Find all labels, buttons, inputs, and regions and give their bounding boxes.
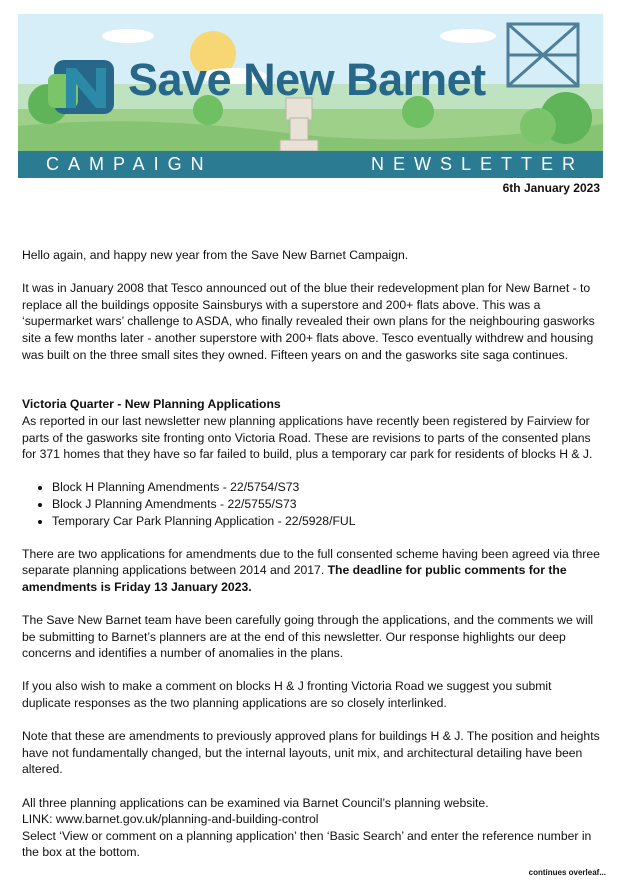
instructions-text: Select ‘View or comment on a planning application’ then ‘Basic Search’ and enter the reference number in the box at the bottom. bbox=[22, 828, 592, 860]
comment-paragraph: If you also wish to make a comment on blocks H & J fronting Victoria Road we suggest you submit duplicate responses as the two planning applications are so closely interlinked. bbox=[22, 679, 552, 711]
campaign-label: CAMPAIGN bbox=[46, 154, 213, 174]
applications-list bbox=[22, 479, 602, 529]
greeting-paragraph: Hello again, and happy new year from the Save New Barnet Campaign. bbox=[22, 248, 409, 262]
planning-link[interactable]: LINK: www.barnet.gov.uk/planning-and-building-control bbox=[22, 812, 319, 827]
note-paragraph: Note that these are amendments to previously approved plans for buildings H & J. The position and heights have not fundamentally changed, but the internal layouts, unit mix, and architectural detailing have been altered. bbox=[22, 729, 600, 777]
history-paragraph: It was in January 2008 that Tesco announced out of the blue their redevelopment plan for New Barnet - to replace all the buildings opposite Sainsburys with a superstore and 200+ flats above. This was a ‘supermarket wars’ challenge to ASDA, who finally revealed their own plans for the neighbouring gasworks site a few months later - another superstore with 200+ flats above. Tesco eventually withdrew and housing was built on the three small sites they owned. Fifteen years on and the gasworks site saga continues. bbox=[22, 281, 595, 362]
newsletter-banner bbox=[18, 14, 603, 178]
list-item: • Block J Planning Amendments - 22/5755/S73 bbox=[52, 496, 602, 513]
amendments-paragraph bbox=[22, 546, 602, 596]
issue-date: 6th January 2023 bbox=[502, 181, 600, 195]
list-item: • Block H Planning Amendments - 22/5754/S73 bbox=[52, 479, 602, 496]
logo-n-icon bbox=[48, 60, 114, 114]
website-text: All three planning applications can be examined via Barnet Council’s planning website. bbox=[22, 795, 489, 810]
continues-note: continues overleaf... bbox=[528, 868, 606, 877]
team-paragraph: The Save New Barnet team have been carefully going through the applications, and the comments we will be submitting to Barnet’s planners are at the end of this newsletter. Our response highlights our deep concerns and identifies a number of anomalies in the plans. bbox=[22, 613, 594, 661]
newsletter-label: NEWSLETTER bbox=[371, 154, 585, 174]
section-heading: Victoria Quarter - New Planning Applications bbox=[22, 397, 281, 412]
banner-bar bbox=[18, 151, 603, 178]
newsletter-title: Save New Barnet bbox=[128, 54, 486, 105]
section-intro-paragraph: As reported in our last newsletter new planning applications have recently been registered by Fairview for parts of the gasworks site fronting onto Victoria Road. These are revisions to parts of the consented plans for 371 homes that they have so far failed to build, plus a temporary car park for residents of blocks H & J. bbox=[22, 413, 593, 462]
amendments-text: There are two applications for amendments due to the full consented scheme having been agreed via three separate planning applications between 2014 and 2017. bbox=[22, 546, 600, 578]
deadline-text: The deadline for public comments for the amendments is Friday 13 January 2023. bbox=[22, 563, 567, 594]
newsletter-body bbox=[22, 247, 602, 861]
list-item: • Temporary Car Park Planning Application - 22/5928/FUL bbox=[52, 513, 602, 530]
